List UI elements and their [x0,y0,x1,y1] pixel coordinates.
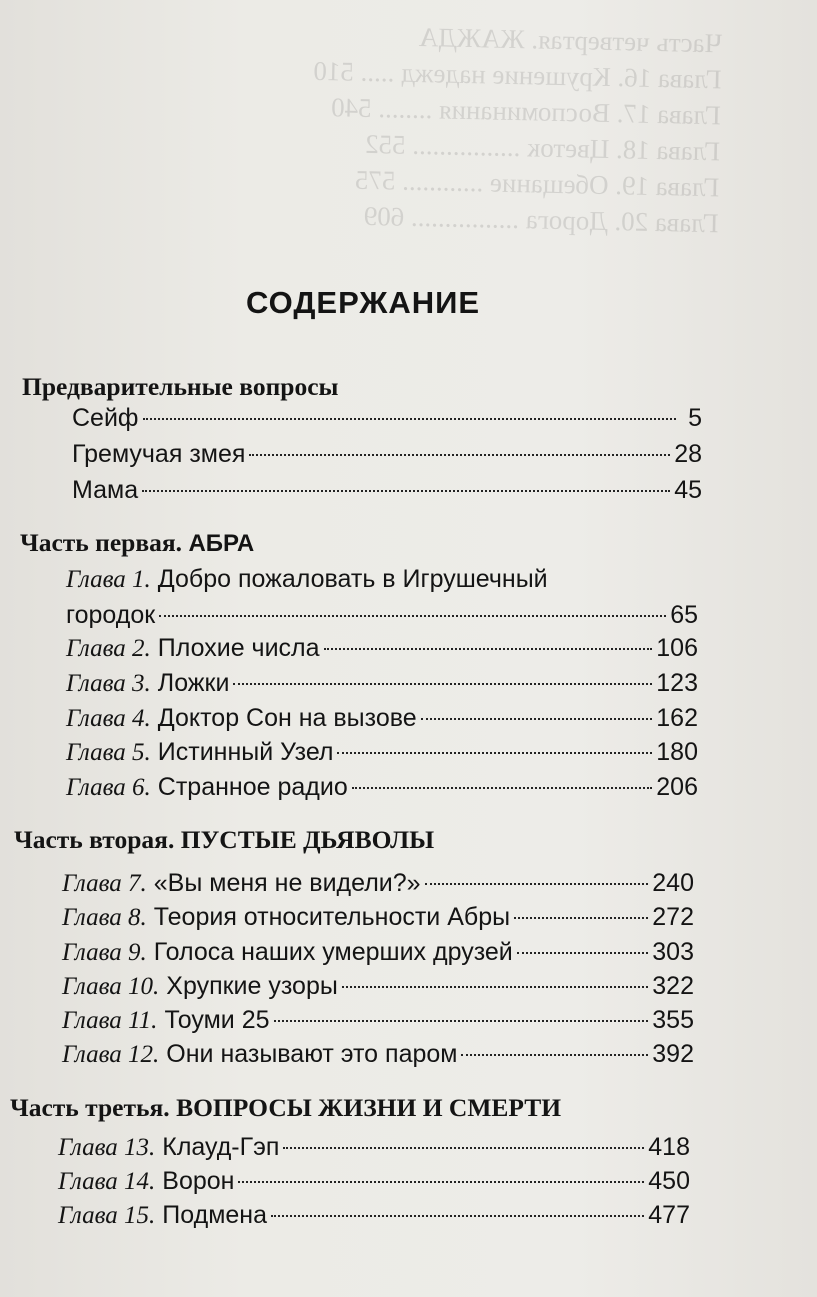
page-number: 272 [652,903,694,931]
toc-entry[interactable] [72,404,702,440]
chapter-prefix: Глава 6. [66,774,151,801]
toc-entry[interactable] [62,938,694,974]
toc-entry[interactable] [66,669,698,705]
dot-leader [342,986,648,988]
dot-leader [249,454,670,456]
page-number: 45 [674,476,702,504]
dot-leader [233,683,652,685]
entry-title: Хрупкие узоры [166,972,338,1000]
toc-entry[interactable] [62,869,694,905]
page-number: 477 [648,1201,690,1229]
chapter-prefix: Глава 3. [66,670,151,697]
dot-leader [421,718,653,720]
dot-leader [352,787,653,789]
chapter-prefix: Глава 5. [66,739,151,766]
chapter-prefix: Глава 10. [62,973,160,1000]
page-number: 418 [648,1133,690,1161]
entry-title: Тоуми 25 [164,1006,270,1034]
entry-title: Гремучая змея [72,440,246,468]
toc-entry[interactable] [66,601,698,637]
entry-title: Истинный Узел [157,738,334,766]
dot-leader [514,917,648,919]
toc-entry[interactable] [62,1040,694,1076]
page-number: 65 [670,601,698,629]
page-number: 206 [656,773,698,801]
entry-title: Подмена [162,1201,267,1229]
chapter-prefix: Глава 8. [62,904,147,931]
entry-title: Клауд-Гэп [162,1133,280,1161]
entry-title: Теория относительности Абры [153,903,511,931]
entry-title: Добро пожаловать в Игрушечный [157,565,548,593]
toc-entry[interactable] [66,704,698,740]
page-number: 355 [652,1006,694,1034]
entry-title: «Вы меня не видели?» [153,869,421,897]
page-number: 240 [652,869,694,897]
toc-entry-first-line[interactable] [66,565,548,594]
toc-entry[interactable] [58,1201,690,1237]
toc-entry[interactable] [66,634,698,670]
toc-entry[interactable] [66,773,698,809]
section-heading-part-one: Часть первая. АБРА [20,528,255,557]
entry-title: Они называют это паром [166,1040,458,1068]
dot-leader [337,752,652,754]
toc-entry[interactable] [66,738,698,774]
page-number: 162 [656,704,698,732]
toc-entry[interactable] [58,1133,690,1169]
page-number: 106 [656,634,698,662]
toc-entry[interactable] [62,903,694,939]
entry-title: Ложки [157,669,230,697]
dot-leader [271,1215,644,1217]
entry-title-continued: городок [66,601,156,629]
chapter-prefix: Глава 11. [62,1007,158,1034]
entry-title: Доктор Сон на вызове [157,704,417,732]
chapter-prefix: Глава 7. [62,870,147,897]
page-number: 392 [652,1040,694,1068]
page-number: 450 [648,1167,690,1195]
bleed-through-text: Часть четвертая. ЖАЖДА Глава 16. Крушение надежд ..... 510 Глава 17. Воспоминания ........ 540 Глава 18. Цветок ................ 552 Глава 19. Обещание ............ 575 Глава 20. Дорога ................ 609 [313,22,723,239]
entry-title: Плохие числа [157,634,320,662]
dot-leader [143,418,677,420]
page-number: 180 [656,738,698,766]
section-heading-part-two: Часть вторая. ПУСТЫЕ ДЬЯВОЛЫ [14,825,435,854]
dot-leader [324,648,653,650]
page-number: 5 [688,404,702,432]
chapter-prefix: Глава 9. [62,939,147,966]
chapter-prefix: Глава 15. [58,1202,156,1229]
chapter-prefix: Глава 13. [58,1134,156,1161]
dot-leader [159,615,666,617]
entry-title: Странное радио [157,773,348,801]
page-number: 322 [652,972,694,1000]
page-number: 303 [652,938,694,966]
toc-entry[interactable] [58,1167,690,1203]
chapter-prefix: Глава 2. [66,635,151,662]
dot-leader [142,490,670,492]
section-heading-part-three: Часть третья. ВОПРОСЫ ЖИЗНИ И СМЕРТИ [10,1093,562,1122]
toc-entry[interactable] [62,1006,694,1042]
dot-leader [517,952,649,954]
entry-title: Сейф [72,404,139,432]
entry-title: Голоса наших умерших друзей [153,938,513,966]
dot-leader [274,1020,649,1022]
toc-entry[interactable] [72,440,702,476]
dot-leader [425,883,649,885]
chapter-prefix: Глава 1. [66,566,151,593]
chapter-prefix: Глава 12. [62,1041,160,1068]
dot-leader [283,1147,644,1149]
dot-leader [461,1054,648,1056]
page-number: 123 [656,669,698,697]
chapter-prefix: Глава 14. [58,1168,156,1195]
toc-entry[interactable] [62,972,694,1008]
toc-entry[interactable] [72,476,702,512]
section-heading-preliminary: Предварительные вопросы [22,372,339,401]
page-number: 28 [674,440,702,468]
page-title: СОДЕРЖАНИЕ [246,285,481,320]
entry-title: Мама [72,476,139,504]
chapter-prefix: Глава 4. [66,705,151,732]
entry-title: Ворон [162,1167,235,1195]
dot-leader [238,1181,644,1183]
